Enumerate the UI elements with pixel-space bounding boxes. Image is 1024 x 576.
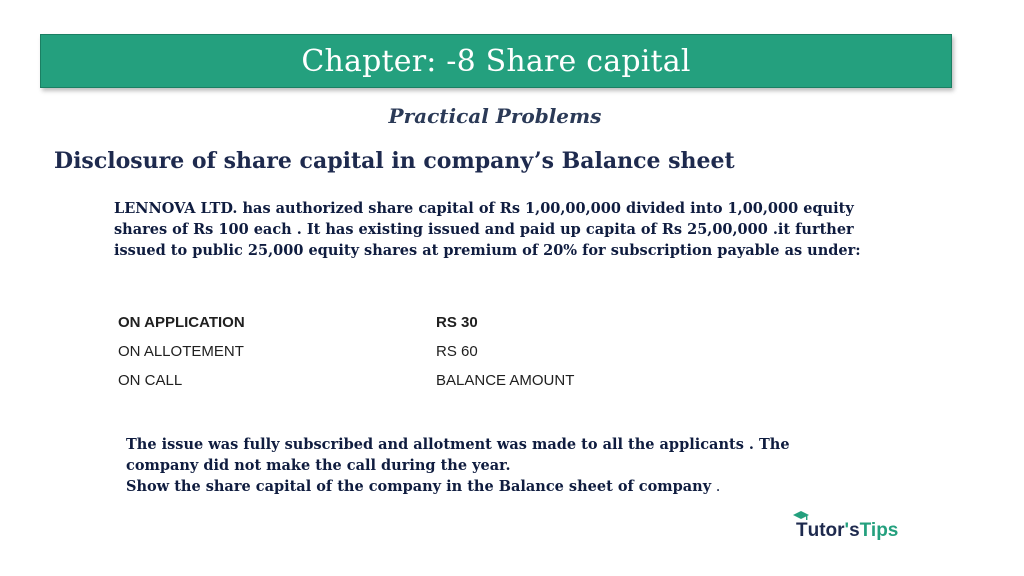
- question-trailing-dot: .: [711, 479, 721, 495]
- problem-line: shares of Rs 100 each . It has existing issued and paid up capita of Rs 25,00,000 .it further: [114, 221, 854, 238]
- logo-initial: [796, 520, 808, 542]
- tutors-tips-logo: [796, 520, 898, 542]
- logo-letter-s: s: [849, 520, 860, 541]
- section-heading: Disclosure of share capital in company’s Balance sheet: [54, 148, 735, 174]
- logo-apostrophe: ': [844, 520, 850, 541]
- table-row: [118, 337, 574, 366]
- schedule-amount: BALANCE AMOUNT: [436, 372, 575, 389]
- schedule-amount: RS 30: [436, 314, 478, 331]
- chapter-title-banner: [40, 34, 952, 88]
- problem-line: LENNOVA LTD. has authorized share capital of Rs 1,00,00,000 divided into 1,00,000 equity: [114, 200, 854, 217]
- logo-word-tips: Tips: [859, 520, 899, 541]
- question-statement: [126, 434, 886, 498]
- schedule-label: ON APPLICATION: [118, 314, 245, 331]
- logo-letter-t: T: [796, 520, 808, 541]
- schedule-label: ON ALLOTEMENT: [118, 343, 244, 360]
- graduation-cap-icon: [793, 511, 809, 521]
- schedule-label: ON CALL: [118, 372, 183, 389]
- table-row: [118, 308, 574, 337]
- practical-problems-subtitle: Practical Problems: [388, 104, 602, 128]
- schedule-amount: RS 60: [436, 343, 478, 360]
- question-line: company did not make the call during the year.: [126, 457, 511, 474]
- table-row: [118, 366, 574, 395]
- question-text: Show the share capital of the company in the Balance sheet of company: [126, 478, 712, 495]
- payment-schedule-table: [118, 308, 574, 395]
- problem-line: issued to public 25,000 equity shares at premium of 20% for subscription payable as under:: [114, 242, 861, 259]
- problem-statement: [114, 198, 894, 261]
- logo-word-utor: utor: [807, 520, 845, 541]
- question-line: [126, 476, 886, 498]
- chapter-title: Chapter: -8 Share capital: [301, 43, 691, 79]
- question-line: The issue was fully subscribed and allotment was made to all the applicants . The: [126, 436, 790, 453]
